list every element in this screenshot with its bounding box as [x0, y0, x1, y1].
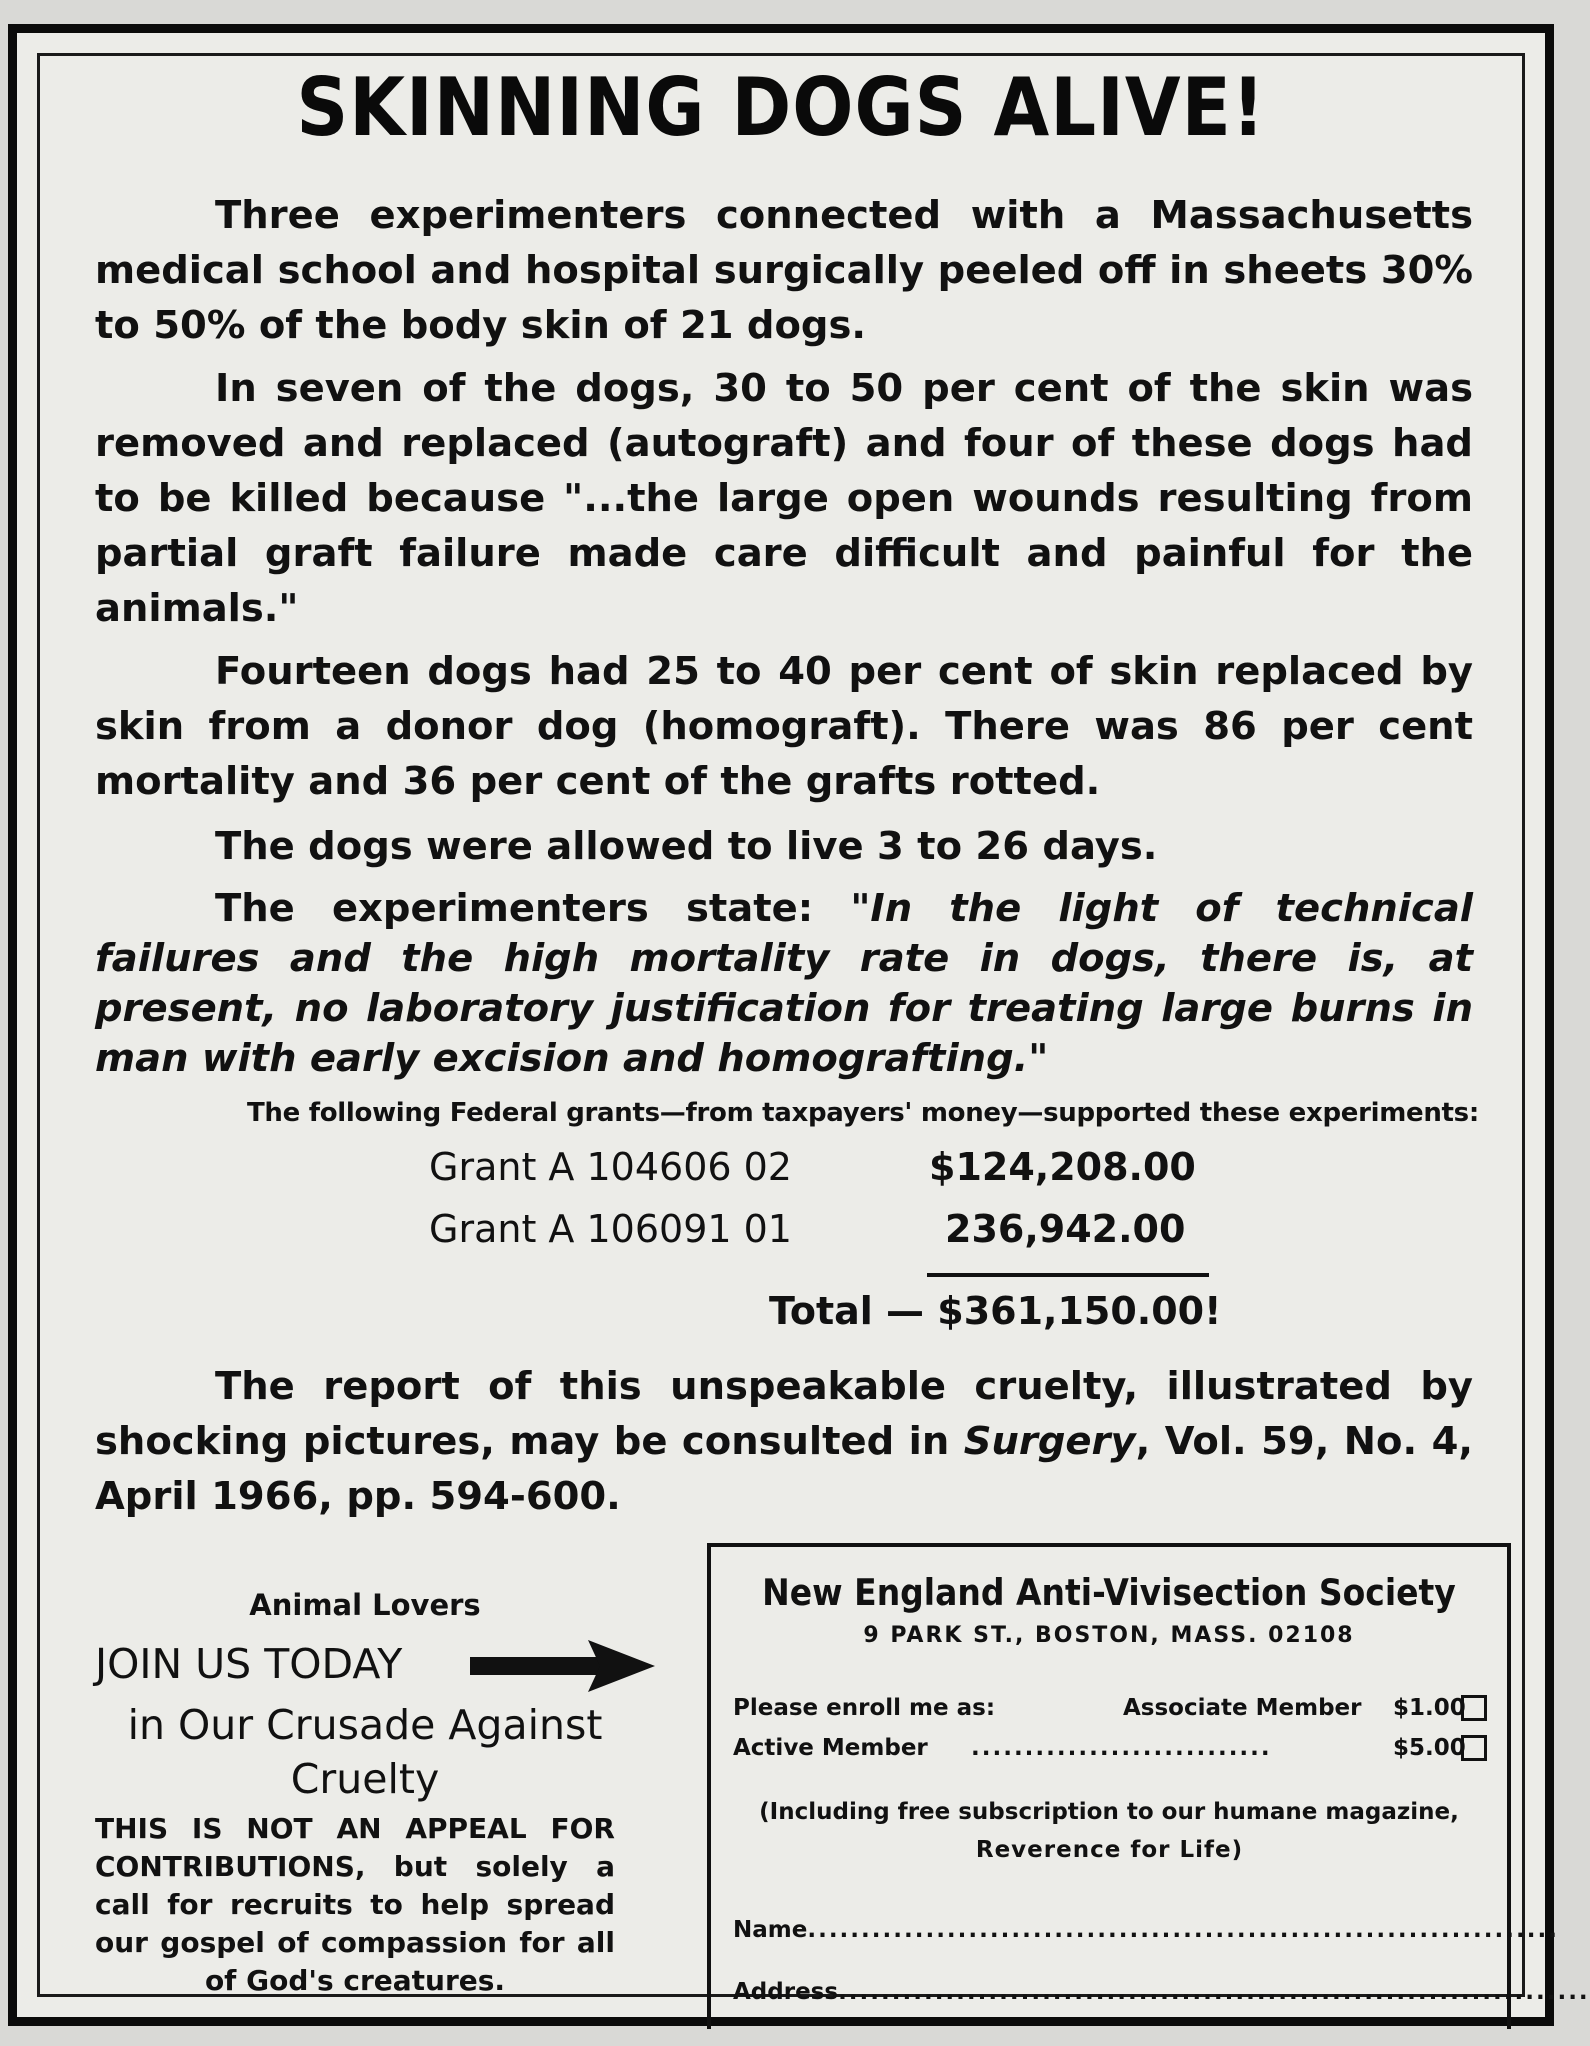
paragraph-intro: Three experimenters connected with a Massachusetts medical school and hospital surgically peeled off in sheets 30% to 50% of the body skin of 21 dogs. [95, 193, 1473, 348]
grant-amount: $124,208.00 [929, 1145, 1196, 1189]
subscription-note [751, 1793, 1467, 1869]
address-label: Address [733, 1979, 839, 2005]
paragraph-autograft: In seven of the dogs, 30 to 50 per cent of the skin was removed and replaced (autograft) and four of these dogs had to be killed because "...the large open wounds resulting from partial graft failure made care difficult and painful for the animals." [95, 366, 1473, 631]
headline: SKINNING DOGS ALIVE! [296, 59, 1266, 155]
associate-checkbox[interactable] [1461, 1695, 1487, 1721]
associate-price: $1.00 [1393, 1695, 1466, 1721]
enrollment-coupon [707, 1543, 1590, 2029]
report-paragraph [95, 1359, 1473, 1524]
quote-lead: The experimenters state: " [215, 886, 871, 931]
report-journal: Surgery [963, 1419, 1136, 1464]
address-dots: ...................................................................... [838, 1979, 1590, 2005]
grants-intro: The following Federal grants—from taxpayers' money—supported these experiments: [247, 1098, 1479, 1128]
paragraph-homograft: Fourteen dogs had 25 to 40 per cent of skin replaced by skin from a donor dog (homograft). There was 86 per cent mortality and 36 per cent of the grafts rotted. [95, 649, 1473, 804]
advertisement-frame [8, 24, 1590, 2026]
report-text [95, 1359, 1473, 1524]
appeal-notice: THIS IS NOT AN APPEAL FOR CONTRIBUTIONS, but solely a call for recruits to help spread our gospel of compassion for all of God's creatures. [95, 1812, 615, 1997]
active-label: Active Member [733, 1735, 928, 1761]
enroll-label: Please enroll me as: [733, 1695, 996, 1721]
appeal-heading: Animal Lovers [249, 1588, 481, 1622]
magazine-name: Reverence for Life [975, 1837, 1232, 1863]
grant-label: Grant A 106091 01 [429, 1207, 792, 1251]
total-rule [927, 1273, 1209, 1277]
crusade-line: in Our Crusade Against Cruelty [127, 1701, 603, 1803]
report-before: The report of this unspeakable cruelty, illustrated by shocking pictures, may be consulted in [95, 1364, 1473, 1464]
name-label: Name [733, 1917, 808, 1943]
paragraph-survival: The dogs were allowed to live 3 to 26 days. [215, 824, 1158, 869]
active-price: $5.00 [1393, 1735, 1466, 1761]
quote-close: " [1028, 1036, 1049, 1081]
address-field[interactable] [733, 1979, 1590, 2005]
society-address: 9 PARK ST., BOSTON, MASS. 02108 [863, 1623, 1355, 1648]
name-field[interactable] [733, 1917, 1559, 1943]
name-dots: ...................................................................... [807, 1917, 1559, 1943]
report-after: , Vol. 59, No. 4, April 1966, pp. 594-600. [95, 1419, 1473, 1519]
enroll-active-row [733, 1735, 1487, 1761]
quote-text: In the light of technical failures and the high mortality rate in dogs, there is, at present, no laboratory justification for treating large burns in man with early excision and homografting. [95, 886, 1473, 1081]
enroll-associate-row [733, 1695, 1487, 1721]
right-arrow-icon [470, 1640, 655, 1692]
join-us-today: JOIN US TODAY [95, 1640, 403, 1688]
paragraph-quote [95, 884, 1473, 1084]
grant-label: Grant A 104606 02 [429, 1145, 792, 1189]
associate-label: Associate Member [1123, 1695, 1362, 1721]
grant-amount: 236,942.00 [945, 1207, 1186, 1251]
active-checkbox[interactable] [1461, 1735, 1487, 1761]
society-name: New England Anti-Vivisection Society [762, 1571, 1456, 1614]
subscription-close: ) [1231, 1837, 1243, 1863]
subscription-lead: (Including free subscription to our humane magazine, [759, 1799, 1459, 1825]
appeal-section [95, 1588, 635, 1997]
grants-total: Total — $361,150.00! [769, 1289, 1222, 1333]
article-body [95, 188, 1473, 1084]
active-dots: ............................ [971, 1735, 1272, 1761]
